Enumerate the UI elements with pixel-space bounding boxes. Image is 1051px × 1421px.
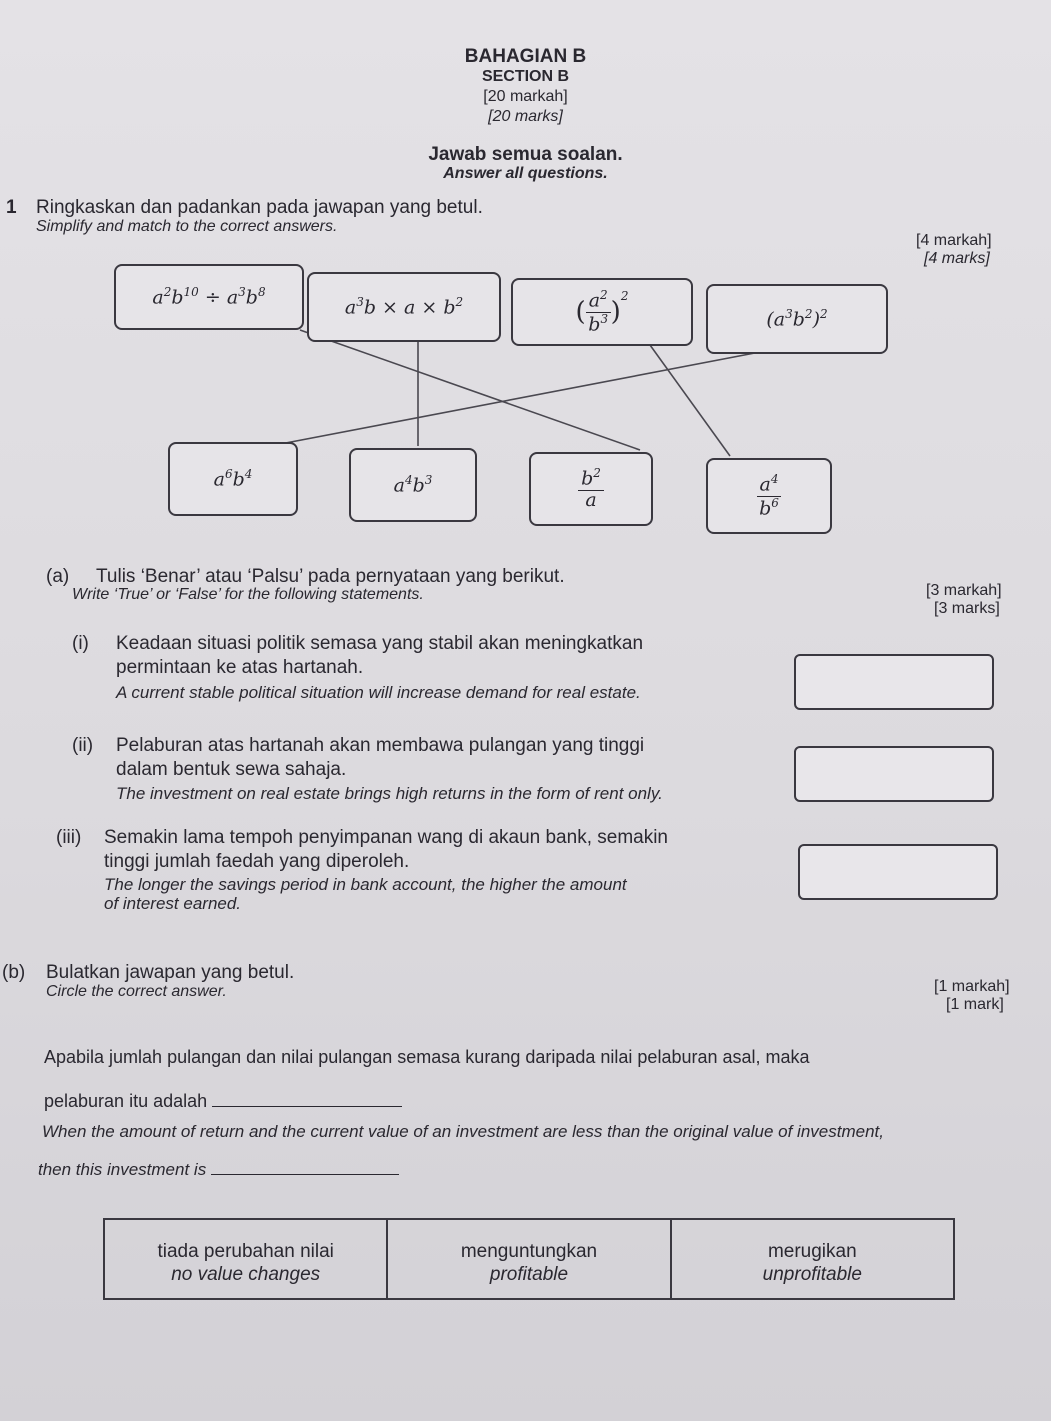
question-number: 1 [6, 197, 17, 218]
statement-ii-ms-1: Pelaburan atas hartanah akan membawa pulangan yang tinggi [116, 735, 645, 756]
statement-iii-number: (iii) [56, 827, 82, 848]
expr-box-3[interactable] [511, 278, 693, 346]
part-b-statement-en-2: then this investment is [38, 1160, 207, 1179]
answer-box-1[interactable] [168, 442, 298, 516]
statement-i-en-1: A current stable political situation will increase demand for real estate. [116, 683, 641, 702]
answer-box-ii[interactable] [794, 746, 994, 802]
expr-3-text: ( $\frac{a^2}{b^3}$ ) $^2$ [575, 288, 629, 335]
answer-4-text: $\frac{a^4}{b^6}$ [757, 473, 782, 519]
part-a-marks-en: [3 marks] [934, 600, 1000, 617]
statement-iii-ms-1: Semakin lama tempoh penyimpanan wang di akaun bank, semakin [104, 827, 668, 848]
part-b-statement-en-1: When the amount of return and the current value of an investment are less than the original value of investment, [42, 1122, 884, 1141]
part-b-label: (b) [2, 962, 26, 983]
statement-ii-number: (ii) [72, 735, 94, 756]
statement-ii-en-1: The investment on real estate brings high returns in the form of rent only. [116, 784, 663, 803]
part-a-prompt-ms: Tulis ‘Benar’ atau ‘Palsu’ pada pernyataan yang berikut. [96, 566, 565, 587]
answer-3-text: $\frac{b^2}{a}$ [578, 467, 604, 510]
answer-box-iii[interactable] [798, 844, 998, 900]
instruction-ms: Jawab semua soalan. [428, 144, 623, 165]
answer-blank-ms[interactable] [212, 1088, 402, 1107]
question-marks-ms: [4 markah] [916, 232, 992, 249]
part-a-label: (a) [46, 566, 70, 587]
answer-box-3[interactable] [529, 452, 653, 526]
expr-4-text: $(a^3b^2)^2$ [766, 307, 828, 331]
expr-box-4[interactable] [706, 284, 888, 354]
section-title-ms: BAHAGIAN B [464, 46, 587, 67]
part-a-prompt-en: Write ‘True’ or ‘False’ for the following statements. [72, 586, 424, 603]
section-marks-ms: [20 markah] [483, 88, 568, 105]
answer-box-4[interactable] [706, 458, 832, 534]
option-3-en: unprofitable [762, 1264, 862, 1285]
expr-box-2[interactable] [307, 272, 501, 342]
instruction-en: Answer all questions. [443, 165, 608, 182]
expr-box-1[interactable] [114, 264, 304, 330]
statement-i-ms-2: permintaan ke atas hartanah. [116, 657, 364, 678]
part-b-marks-ms: [1 markah] [934, 978, 1010, 995]
question-prompt-ms: Ringkaskan dan padankan pada jawapan yang betul. [36, 197, 483, 218]
part-b-statement-ms-2-wrap [44, 1088, 402, 1113]
part-b-prompt-ms: Bulatkan jawapan yang betul. [46, 962, 295, 983]
part-a-marks-ms: [3 markah] [926, 582, 1002, 599]
question-marks-en: [4 marks] [924, 250, 990, 267]
option-2-en: profitable [489, 1264, 569, 1285]
option-unprofitable[interactable] [672, 1220, 953, 1298]
statement-iii-en-1: The longer the savings period in bank account, the higher the amount [104, 875, 627, 894]
statement-i-number: (i) [72, 633, 89, 654]
question-prompt-en: Simplify and match to the correct answers. [36, 218, 338, 235]
part-b-statement-ms-2: pelaburan itu adalah [44, 1091, 208, 1111]
part-b-marks-en: [1 mark] [946, 996, 1004, 1013]
answer-1-text: $a^6b^4$ [213, 467, 253, 491]
part-b-statement-ms-1: Apabila jumlah pulangan dan nilai pulangan semasa kurang daripada nilai pelaburan asal, maka [44, 1047, 810, 1067]
option-2-ms: menguntungkan [460, 1241, 598, 1262]
option-1-ms: tiada perubahan nilai [157, 1241, 334, 1262]
part-b-prompt-en: Circle the correct answer. [46, 983, 227, 1000]
expr-1-text: $a^2b^{10} \div a^3b^8$ [152, 285, 266, 309]
answer-2-text: $a^4b^3$ [393, 473, 433, 497]
option-1-en: no value changes [171, 1264, 321, 1285]
option-profitable[interactable] [388, 1220, 671, 1298]
statement-ii-ms-2: dalam bentuk sewa sahaja. [116, 759, 347, 780]
answer-box-2[interactable] [349, 448, 477, 522]
answer-box-i[interactable] [794, 654, 994, 710]
answer-blank-en[interactable] [211, 1156, 399, 1175]
option-no-value-changes[interactable] [105, 1220, 388, 1298]
section-title-en: SECTION B [481, 68, 570, 85]
statement-iii-en-2: of interest earned. [104, 894, 242, 913]
statement-iii-ms-2: tinggi jumlah faedah yang diperoleh. [104, 851, 410, 872]
section-marks-en: [20 marks] [488, 108, 563, 125]
expr-2-text: $a^3b \times a \times b^2$ [344, 295, 464, 319]
statement-i-ms-1: Keadaan situasi politik semasa yang stabil akan meningkatkan [116, 633, 644, 654]
part-b-statement-en-2-wrap [38, 1156, 399, 1181]
option-3-ms: merugikan [767, 1241, 857, 1262]
options-table [103, 1218, 955, 1300]
